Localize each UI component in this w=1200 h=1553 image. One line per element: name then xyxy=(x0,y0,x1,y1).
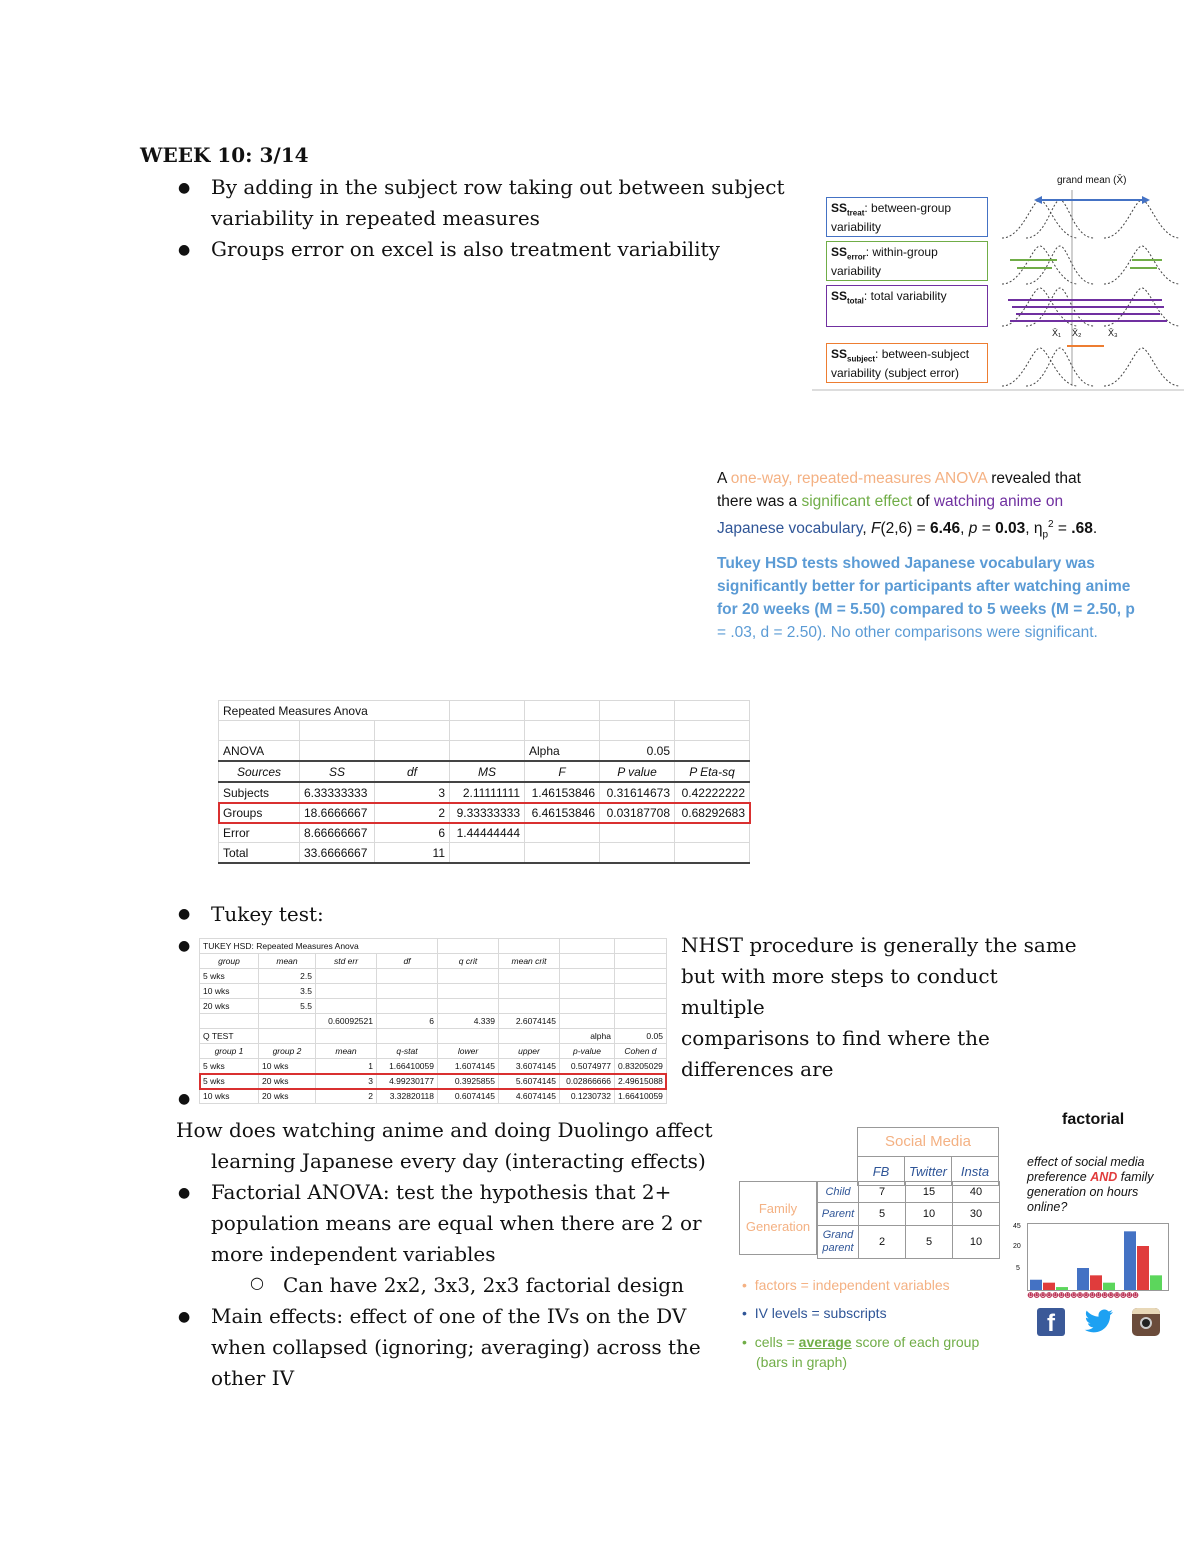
factorial-col-headers: FB Twitter Insta xyxy=(857,1156,999,1186)
factorial-bar-chart xyxy=(1027,1223,1169,1291)
twitter-icon xyxy=(1084,1309,1114,1335)
instagram-icon xyxy=(1132,1308,1160,1336)
table-row-highlighted: Groups 18.6666667 2 9.33333333 6.46153846 0.03187708 0.68292683 xyxy=(219,803,750,823)
nhst-note: NHST procedure is generally the same but with more steps to conduct multiple comparisons to find where the differences are xyxy=(681,933,1077,1081)
tukey-table: TUKEY HSD: Repeated Measures Anova group mean std err df q crit mean crit 5 wks 2.5 10 wks 3.5 20 wks 5.5 0.60092521 6 4.339 2.6074145 Q TEST alpha 0.05 group 1 group 2 mean q-stat lower upper p-value Cohen d 5 wks 10 wks 1 1.66410059 1.6074145 3.6074145 0.5074977 0.83205029 5 wks 20 wks 3 4.99230177 0.3925855 5.6074145 0.02866666 2.49615088 10 wks 20 wks 2 3.32820118 0.6074145 4.6074145 0.1230732 1.66410059 xyxy=(199,938,667,1104)
note-line: By adding in the subject row taking out between subject xyxy=(211,175,785,199)
bullet-dot: ● xyxy=(178,1091,191,1107)
note-line: Factorial ANOVA: test the hypothesis that 2+ xyxy=(211,1180,672,1204)
factorial-question: effect of social media preference AND family generation on hours online? xyxy=(1027,1155,1154,1214)
ss-error-box: $SS_{error}$: within-group variability xyxy=(826,241,988,281)
bullet-dot: ● xyxy=(178,242,191,258)
note-line: population means are equal when there are 2 or xyxy=(211,1211,702,1235)
mean-label: X̄₂ xyxy=(1072,328,1082,338)
table-row: Grand parent 2 5 10 xyxy=(818,1226,1000,1259)
bullet-dot: ● xyxy=(178,1185,191,1201)
ss-variability-diagram xyxy=(812,160,1184,392)
table-row: Subjects 6.33333333 3 2.11111111 1.46153846 0.31614673 0.42222222 xyxy=(219,782,750,803)
mean-label: X̄₁ xyxy=(1052,328,1062,338)
axis-tick: 20 xyxy=(1013,1243,1021,1250)
factorial-title: factorial xyxy=(1062,1111,1125,1128)
social-media-header: Social Media xyxy=(857,1127,999,1156)
bar-twitter-2 xyxy=(1103,1283,1115,1290)
table-row: Error 8.66666667 6 1.44444444 xyxy=(219,823,750,843)
emoji-strip-graphic: ☻☻☻☻☻☻☻☻☻☻☻☻☻☻☻☻☻☻ xyxy=(1027,1291,1139,1300)
table-row: Child 7 15 40 xyxy=(818,1182,1000,1203)
note-line: more independent variables xyxy=(211,1242,496,1266)
bar-insta-2 xyxy=(1150,1275,1162,1290)
bar-insta-0 xyxy=(1124,1231,1136,1290)
note-line: Can have 2x2, 3x3, 2x3 factorial design xyxy=(283,1273,684,1297)
table-row: 5 wks 10 wks 1 1.66410059 1.6074145 3.6074145 0.5074977 0.83205029 xyxy=(200,1059,667,1074)
note-line: other IV xyxy=(211,1366,295,1390)
ss-treat-box: $SS_{treat}$: between-group variability xyxy=(826,197,988,237)
note-line: learning Japanese every day (interacting effects) xyxy=(211,1149,706,1173)
bar-insta-1 xyxy=(1137,1246,1149,1290)
results-paragraph-2: Tukey HSD tests showed Japanese vocabulary was significantly better for participants after watching anime for 20 weeks (M = 5.50) compared to 5 weeks (M = 2.50, p = .03, d = 2.50). No other comparisons were significant. xyxy=(717,555,1135,641)
bullet-dot: ● xyxy=(178,180,191,196)
page-heading: WEEK 10: 3/14 xyxy=(140,143,309,167)
bullet-dot: ● xyxy=(178,906,191,922)
ss-total-box: $SS_{total}$: total variability xyxy=(826,285,988,327)
results-paragraph-1: A one-way, repeated-measures ANOVA revealed that there was a significant effect of watching anime on Japanese vocabulary, F(2,6) = 6.46, p = 0.03, $\eta_p^2 = .68$. xyxy=(717,470,1098,541)
facebook-icon: f xyxy=(1037,1308,1065,1336)
table-row: Total 33.6666667 11 xyxy=(219,843,750,864)
anova-label: ANOVA xyxy=(219,741,300,762)
family-generation-header: Family Generation xyxy=(739,1181,817,1255)
table-row: 10 wks 20 wks 2 3.32820118 0.6074145 4.6074145 0.1230732 1.66410059 xyxy=(200,1089,667,1104)
bar-twitter-0 xyxy=(1077,1268,1089,1290)
note-line: when collapsed (ignoring; averaging) across the xyxy=(211,1335,701,1359)
bar-fb-1 xyxy=(1043,1283,1055,1290)
factorial-figure xyxy=(730,1105,1190,1380)
sub-bullet-circle: ○ xyxy=(250,1273,264,1292)
bullet-dot: ● xyxy=(178,938,191,954)
ss-subject-box: $SS_{subject}$: between-subject variability (subject error) xyxy=(826,343,988,383)
axis-tick: 45 xyxy=(1013,1223,1021,1230)
legend-cells: • cells = average score of each group (bars in graph) xyxy=(742,1334,980,1370)
note-line: Main effects: effect of one of the IVs on the DV xyxy=(211,1304,687,1328)
mean-label: X̄₃ xyxy=(1108,328,1118,338)
bar-fb-0 xyxy=(1030,1280,1042,1290)
legend-factors: • factors = independent variables xyxy=(742,1277,950,1293)
factorial-data-table xyxy=(817,1181,1000,1259)
table-row: Parent 5 10 30 xyxy=(818,1203,1000,1226)
tukey-label: Tukey test: xyxy=(211,902,324,926)
grand-mean-label: grand mean (X̄) xyxy=(1057,175,1127,186)
bullet-dot: ● xyxy=(178,1309,191,1325)
legend-iv-levels: • IV levels = subscripts xyxy=(742,1305,887,1321)
table-row-highlighted: 5 wks 20 wks 3 4.99230177 0.3925855 5.6074145 0.02866666 2.49615088 xyxy=(200,1074,667,1089)
axis-tick: 5 xyxy=(1016,1265,1020,1272)
anova-title: Repeated Measures Anova xyxy=(219,701,450,721)
bar-twitter-1 xyxy=(1090,1275,1102,1290)
note-line: How does watching anime and doing Duolingo affect xyxy=(176,1118,713,1142)
bar-fb-2 xyxy=(1056,1287,1068,1290)
note-line: Groups error on excel is also treatment variability xyxy=(211,237,720,261)
note-line: variability in repeated measures xyxy=(211,206,540,230)
anova-table: Repeated Measures Anova ANOVA Alpha 0.05 Sources SS df MS F P value P Eta-sq Subjects 6.33333333 3 2.11111111 1.46153846 0.31614673 0.42222222 Groups 18.6666667 2 9.33333333 6.46153846 0.03187708 0.68292683 Error 8.66666667 6 1.44444444 Total 33.6666667 11 xyxy=(218,700,750,864)
